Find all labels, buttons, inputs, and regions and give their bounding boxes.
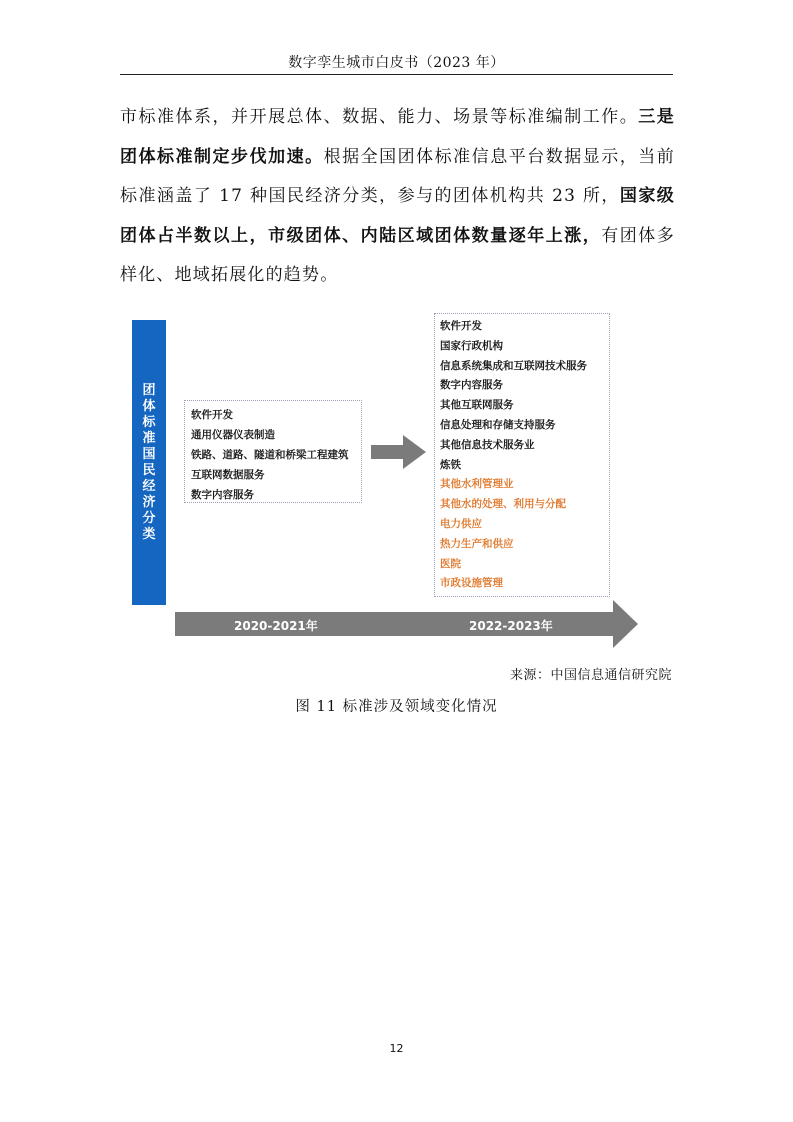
new-categories-box xyxy=(434,313,610,597)
new-category-item-highlighted: 市政设施管理 xyxy=(440,577,503,590)
old-category-item: 数字内容服务 xyxy=(191,489,254,501)
new-category-item: 信息处理和存储支持服务 xyxy=(440,418,556,431)
new-category-item: 信息系统集成和互联网技术服务 xyxy=(440,359,587,372)
body-text-seg5: 有团体多样化、地域拓展化的趋势。 xyxy=(120,225,675,285)
old-categories-box xyxy=(184,400,362,503)
new-category-item: 国家行政机构 xyxy=(440,339,503,352)
new-category-item-highlighted: 其他水的处理、利用与分配 xyxy=(440,498,566,511)
new-category-item: 数字内容服务 xyxy=(440,379,503,392)
page-number: 12 xyxy=(389,1042,404,1055)
page-header-title: 数字孪生城市白皮书（2023 年） xyxy=(288,55,505,71)
new-category-item: 软件开发 xyxy=(440,320,482,332)
new-category-item-highlighted: 热力生产和供应 xyxy=(440,537,514,550)
header-divider xyxy=(120,74,673,75)
body-text-seg1: 市标准体系，并开展总体、数据、能力、场景等标准编制工作。 xyxy=(120,107,639,127)
timeline-label-old: 2020-2021年 xyxy=(234,619,318,633)
new-category-item-highlighted: 医院 xyxy=(440,557,461,570)
figure-source: 来源：中国信息通信研究院 xyxy=(509,668,672,683)
old-category-item: 软件开发 xyxy=(191,409,233,421)
figure-caption: 图 11 标准涉及领域变化情况 xyxy=(295,699,498,715)
new-category-item-highlighted: 电力供应 xyxy=(440,517,482,530)
new-category-item: 炼铁 xyxy=(440,458,461,471)
new-category-item-highlighted: 其他水利管理业 xyxy=(440,478,514,491)
old-category-item: 铁路、道路、隧道和桥梁工程建筑 xyxy=(191,449,349,461)
transition-arrow-icon xyxy=(371,435,427,469)
figure-side-label-bar xyxy=(132,320,166,605)
timeline-label-new: 2022-2023年 xyxy=(469,619,553,633)
body-text-seg4-bold: 国家级团体占半数以上，市级团体、内陆区域团体数量逐年上涨， xyxy=(120,186,675,246)
new-category-item: 其他信息技术服务业 xyxy=(440,438,535,451)
body-text-seg3: 根据全国团体标准信息平台数据显示，当前标准涵盖了 17 种国民经济分类，参与的团体机构共 23 所， xyxy=(120,146,675,206)
body-paragraph xyxy=(120,98,675,296)
figure-side-label: 团体标准国民经济分类 xyxy=(142,382,156,542)
old-category-item: 互联网数据服务 xyxy=(191,469,265,481)
old-category-item: 通用仪器仪表制造 xyxy=(191,429,275,441)
new-category-item: 其他互联网服务 xyxy=(440,399,514,412)
body-text-seg2-bold: 三是团体标准制定步伐加速。 xyxy=(120,107,675,167)
